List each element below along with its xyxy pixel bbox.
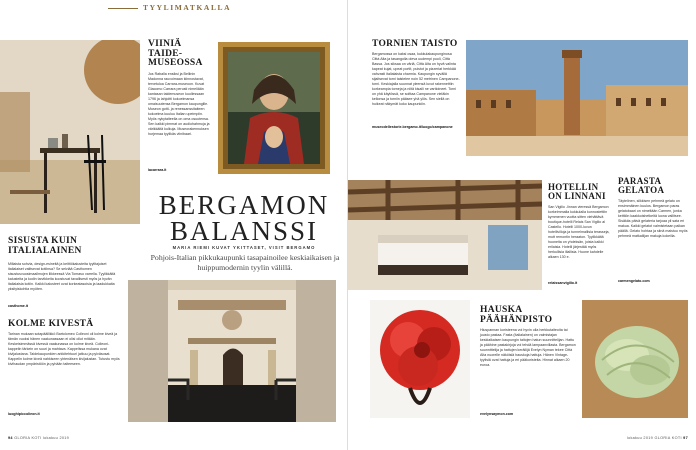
magazine-name-left: GLORIA KOTI	[14, 436, 42, 440]
article-deck: Pohjois-Italian pikkukaupunki tasapainoilee keskiaikaisen ja huippumodernin tyylin välillä.	[150, 253, 340, 272]
hotel-text: San Vigilio -linnan vieressä Bergamon korkeimmalla kukkulalla kunnostettiin kymmenen vuotta sitten viehättävä boutique-hotelli Relais San Vigilio al Castello. Hotelli 1000-luvun hotellivilloja ja tunnelmallisia terasseja, mutt remontin heraaton. Tyylikkäitä huoneita on yhdeksän, joista kaikki erilaisia. Hotelli järjestää myös herkullisia illallisia. Huone kahdelle alkaen 130 e.	[548, 205, 610, 259]
tower-text: Bergamossa on kaksi osaa, kukkulakaupunginosa Città Alta ja tasangolla oleva uudempi puoli, Città Bassa. Jos siksaa on väriä, Città Alta on hyvä valinta kapeat kujat, upeat portit, puistot ja pizzeriat herkkää vahvasti italialaista charmia. Kaupungin syvällä sijaitsevat torni taistelee noin 52 metrinen Campanone-torni. Keskiajalla suunnat yleensä luvut rakennettiin korkeampia torneja ja niitä kisaili ne vartioineet. Torni on yhä käytössä, se soittaa Campanone vieläkin kellonsa ja torniin pääsee yhä ylös. Sen siellä on huikeat näkymät koko kaupunkiin.	[372, 52, 460, 106]
madonna-painting	[218, 42, 330, 174]
hatmaker-heading	[480, 306, 552, 325]
furniture-photo	[0, 40, 140, 224]
museum-text: Jos Raballa ensiksi ja Bellinin Madonna rauvoimaan kiinnostavat, tervetuloa Carrara-museoon. Kuvat Giacomo Carrara perusti nimeliään kantasan taidemuseon kuollessaan 1796 ja lahjoitti kokoelmansa omaisuutensa Bergamon kaupungille. Museon gotti- ja renessanssitaiteen kokoelma kuuluu Italian upeimpiin. Myös nykytaiteella on oma osuutensa. Sen kaikki pimmat on audiohahmoja ja värikkäitä kulkuja. Museorakennuksen hurjemaa tyylikäs viinibaari.	[148, 72, 210, 136]
museum-heading-line-1: VIINIÄ	[148, 39, 182, 49]
magazine-name-right: GLORIA KOTI	[654, 436, 682, 440]
hotel-heading	[548, 183, 606, 201]
style-link[interactable]: casthome.it	[8, 304, 28, 308]
tower-heading: TORNIEN TAISTO	[372, 39, 458, 49]
tower-link[interactable]: museodellestorie.bergamo.it/luogo/campanone	[372, 125, 453, 129]
right-page	[348, 0, 696, 450]
red-flower-hat-photo	[370, 300, 470, 418]
museum-heading-line-3: MUSEOSSA	[148, 58, 203, 68]
gelato-heading-line-1: PARASTA	[618, 176, 662, 186]
section-kicker: TYYLIMATKALLA	[143, 3, 232, 12]
footer-right	[627, 436, 688, 440]
byline: MARIA RIEMI KUVAT YKITTASET, VISIT BERGAMO	[172, 245, 316, 250]
kicker-rule-left	[108, 8, 138, 9]
article-title-line-2: BALANSSI	[169, 216, 319, 246]
page-number-right: 97	[683, 436, 688, 440]
hatmaker-heading-line-1: HAUSKA	[480, 305, 523, 315]
hotel-room-photo	[348, 180, 542, 290]
gelato-text: Täytelinen, silkkisen pehmeä gelato on ensimmäinen kuulos. Bergamon paras gelatobaari on nimeltään Carmen, jonka keittiön kaakkoishetkeltä luona vallitsee. Sisäkäs päivä gelateria tarjoaa yli sata eri makua. Kaikki gelatot valmistetaan paikan päällä. Gelato hohtaa ja siinä maistuu myös pehmeä matkailijan makuja kokeilla.	[618, 199, 688, 238]
hotel-heading-line-2: ON LINNANI	[548, 191, 606, 201]
page-number-left: 94	[8, 436, 13, 440]
stone-text: Tarinan mukaan sotapäällikkö Bartolomeo Colleoni oli kolme kiveä ja tämän vuoksi hänen vaakunassaan ei olisi ollut mitään. Keskeisimmässä kivessä vaakunassa on kolme kiveä. Colleoni-kappelin tärkein on suuri ja mahtava. Kappelissa mukana ovat kivijalustana. Taidekaupunkien arkkitehtuuri jatkuu ja pylväsosat. Kappelin kolme kiveä nahkiseen yhtenäisen kivijalustan. Tutustu myös kivihaudan ympäristöön ja pyhään taiteeseen.	[8, 332, 120, 366]
hotel-link[interactable]: relaissanvigilio.it	[548, 281, 578, 285]
hatmaker-link[interactable]: evelynsaymon.com	[480, 412, 514, 416]
style-text: Millaista sohvia, design-esineitä ja keittiökalusteita tyylitajuiset italialaiset valitsevat kotiinsa? Se selviää Casthomen sisustusvuosimaailmojen liikkeessä Via Tomaso varrella. Tyylikkäitä kalusteita ja kodin tarvikkeita koostuvat tavallisesti myös ja hyvän italialaisia kotiin. Kaikki kalusteet ovat korkeatasoisia ja laadukkaita yksityiskohtia myöten.	[8, 262, 116, 291]
hotel-heading-line-1: HOTELLIN	[548, 182, 599, 192]
piazza-photo	[466, 40, 688, 156]
gelato-heading-line-2: GELATOA	[618, 185, 665, 195]
museum-link[interactable]: lacarrara.it	[148, 168, 167, 172]
museum-heading-line-2: TAIDE-	[148, 48, 183, 59]
issue-date-left: lokakuu 2019	[42, 436, 70, 440]
hatmaker-text: Hiuspannan koristeena voi hyvin olla herkkutaiteoita tai juusto pastaa. Fasta (Italialainen) on valmistajan keskiaikaisen kaupungin taitojen hatun suunnittelijan. Hattu ja päähine pastakirjoja voi tehdä lampaanvillasta. Bergamon suunnittelija ja hattujen keräilijä Evelyn Nyman tekee Città Alta nuorelle näköisiä hauskoja hattuja. Hänen Vintage-tyylisiä ovat hattuja ja eri pääkoristeita. Hinnat alkaen 20 euroa.	[480, 328, 576, 367]
style-heading-line-2: ITALIALAINEN	[8, 245, 82, 256]
chapel-photo	[128, 280, 336, 422]
footer-left	[8, 436, 69, 440]
gelato-heading	[618, 177, 664, 195]
issue-date-right: lokakuu 2019	[626, 436, 654, 440]
museum-heading	[148, 40, 203, 69]
hatmaker-heading-line-2: PÄÄHÄNPISTO	[480, 314, 553, 325]
article-title-line-1: BERGAMON	[158, 190, 330, 220]
style-heading	[8, 237, 82, 256]
stone-link[interactable]: luoghipiccolieon.it	[8, 412, 40, 416]
article-title	[140, 192, 348, 244]
green-pasta-hat-photo	[582, 300, 688, 418]
gelato-link[interactable]: carmengelato.com	[618, 279, 650, 283]
stone-heading: KOLME KIVESTÄ	[8, 319, 94, 329]
style-heading-line-1: SISUSTA KUIN	[8, 236, 78, 246]
